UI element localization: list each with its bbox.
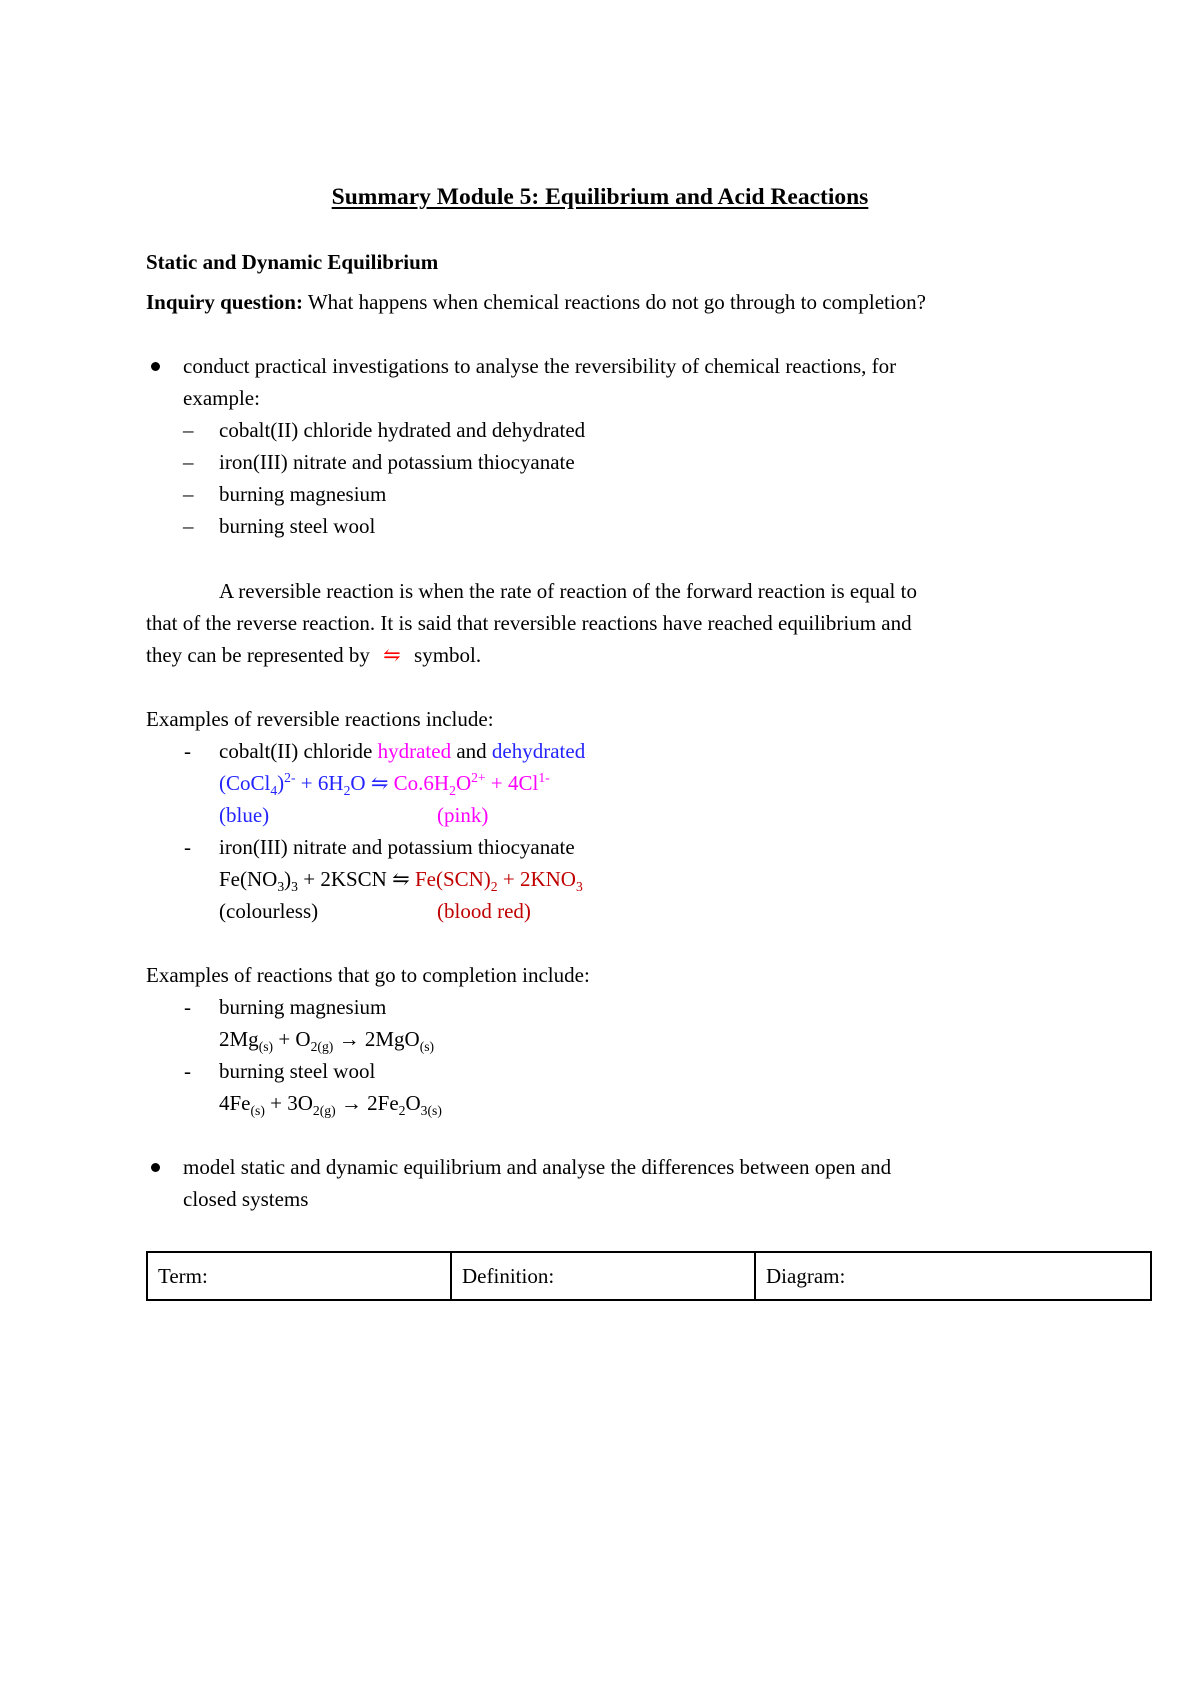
dash: – — [183, 514, 194, 538]
inquiry-question — [146, 292, 926, 313]
list-item: cobalt(II) chloride hydrated and dehydrated — [219, 418, 586, 442]
table-header-diagram: Diagram: — [755, 1252, 1151, 1300]
colourless-label: (colourless) — [219, 899, 319, 923]
section-heading: Static and Dynamic Equilibrium — [146, 250, 439, 274]
dash: - — [184, 739, 191, 763]
steel-label: burning steel wool — [219, 1059, 376, 1083]
page-title: Summary Module 5: Equilibrium and Acid Reactions — [331, 184, 869, 210]
iron-equation: $Fe(NO_3)_3$ + 2KSCN ⇋ $Fe(SCN)_2 + 2KNO_3$ — [219, 867, 583, 895]
steel-equation: $4Fe_{(s)} + 3O_{2(g)} \to 2Fe_2O_{3(s)}$ — [219, 1091, 442, 1119]
dash: - — [184, 835, 191, 859]
magnesium-label: burning magnesium — [219, 995, 387, 1019]
dash: – — [183, 450, 194, 474]
pink-label: (pink) — [437, 803, 489, 827]
dash: – — [183, 418, 194, 442]
magnesium-equation: $2Mg_{(s)} + O_{2(g)} \to 2MgO_{(s)}$ — [219, 1027, 435, 1055]
dehydrated-word: dehydrated — [491, 739, 586, 763]
list-item: iron(III) nitrate and potassium thiocyanate — [219, 450, 575, 474]
paragraph-line2: that of the reverse reaction. It is said that reversible reactions have reached equilibrium and — [146, 611, 912, 635]
paragraph-line1: A reversible reaction is when the rate of reaction of the forward reaction is equal to — [219, 579, 917, 603]
bullet-dot — [151, 1163, 160, 1172]
paragraph-line3-post: symbol. — [414, 643, 482, 667]
list-item: burning magnesium — [219, 482, 387, 506]
blue-label: (blue) — [219, 803, 270, 827]
blood-red-label: (blood red) — [437, 899, 531, 923]
terms-table — [146, 1251, 1152, 1301]
bullet1-line1: conduct practical investigations to analyse the reversibility of chemical reactions, for — [183, 354, 897, 378]
inquiry-text: What happens when chemical reactions do not go through to completion? — [307, 290, 927, 314]
equilibrium-symbol: ⇋ — [383, 643, 401, 667]
list-item: burning steel wool — [219, 514, 376, 538]
cobalt-equation: (CoCl$_4$)$^{2-}$ + $6H_2O$ ⇋ $Co.6H_2O^{2+} + 4Cl^{1-}$ — [219, 770, 550, 799]
table-header-term: Term: — [147, 1252, 451, 1300]
reversible-heading: Examples of reversible reactions include: — [146, 707, 494, 731]
bullet1-line2: example: — [183, 386, 260, 410]
dash: - — [184, 995, 191, 1019]
bullet-dot — [151, 362, 160, 371]
completion-heading: Examples of reactions that go to completion include: — [146, 963, 590, 987]
paragraph-line3-pre: they can be represented by — [146, 643, 370, 667]
cobalt-pre: cobalt(II) chloride — [219, 739, 373, 763]
paragraph-line3 — [146, 645, 481, 666]
dash: – — [183, 482, 194, 506]
bullet2-line1: model static and dynamic equilibrium and analyse the differences between open and — [183, 1155, 892, 1179]
bullet2-line2: closed systems — [183, 1187, 309, 1211]
hydrated-word: hydrated — [377, 739, 452, 763]
inquiry-label: Inquiry question: — [146, 290, 303, 314]
dash: - — [184, 1059, 191, 1083]
iron-label: iron(III) nitrate and potassium thiocyanate — [219, 835, 575, 859]
table-header-definition: Definition: — [451, 1252, 755, 1300]
and-word: and — [456, 739, 487, 763]
cobalt-label — [219, 741, 585, 762]
table-row — [147, 1252, 1151, 1300]
